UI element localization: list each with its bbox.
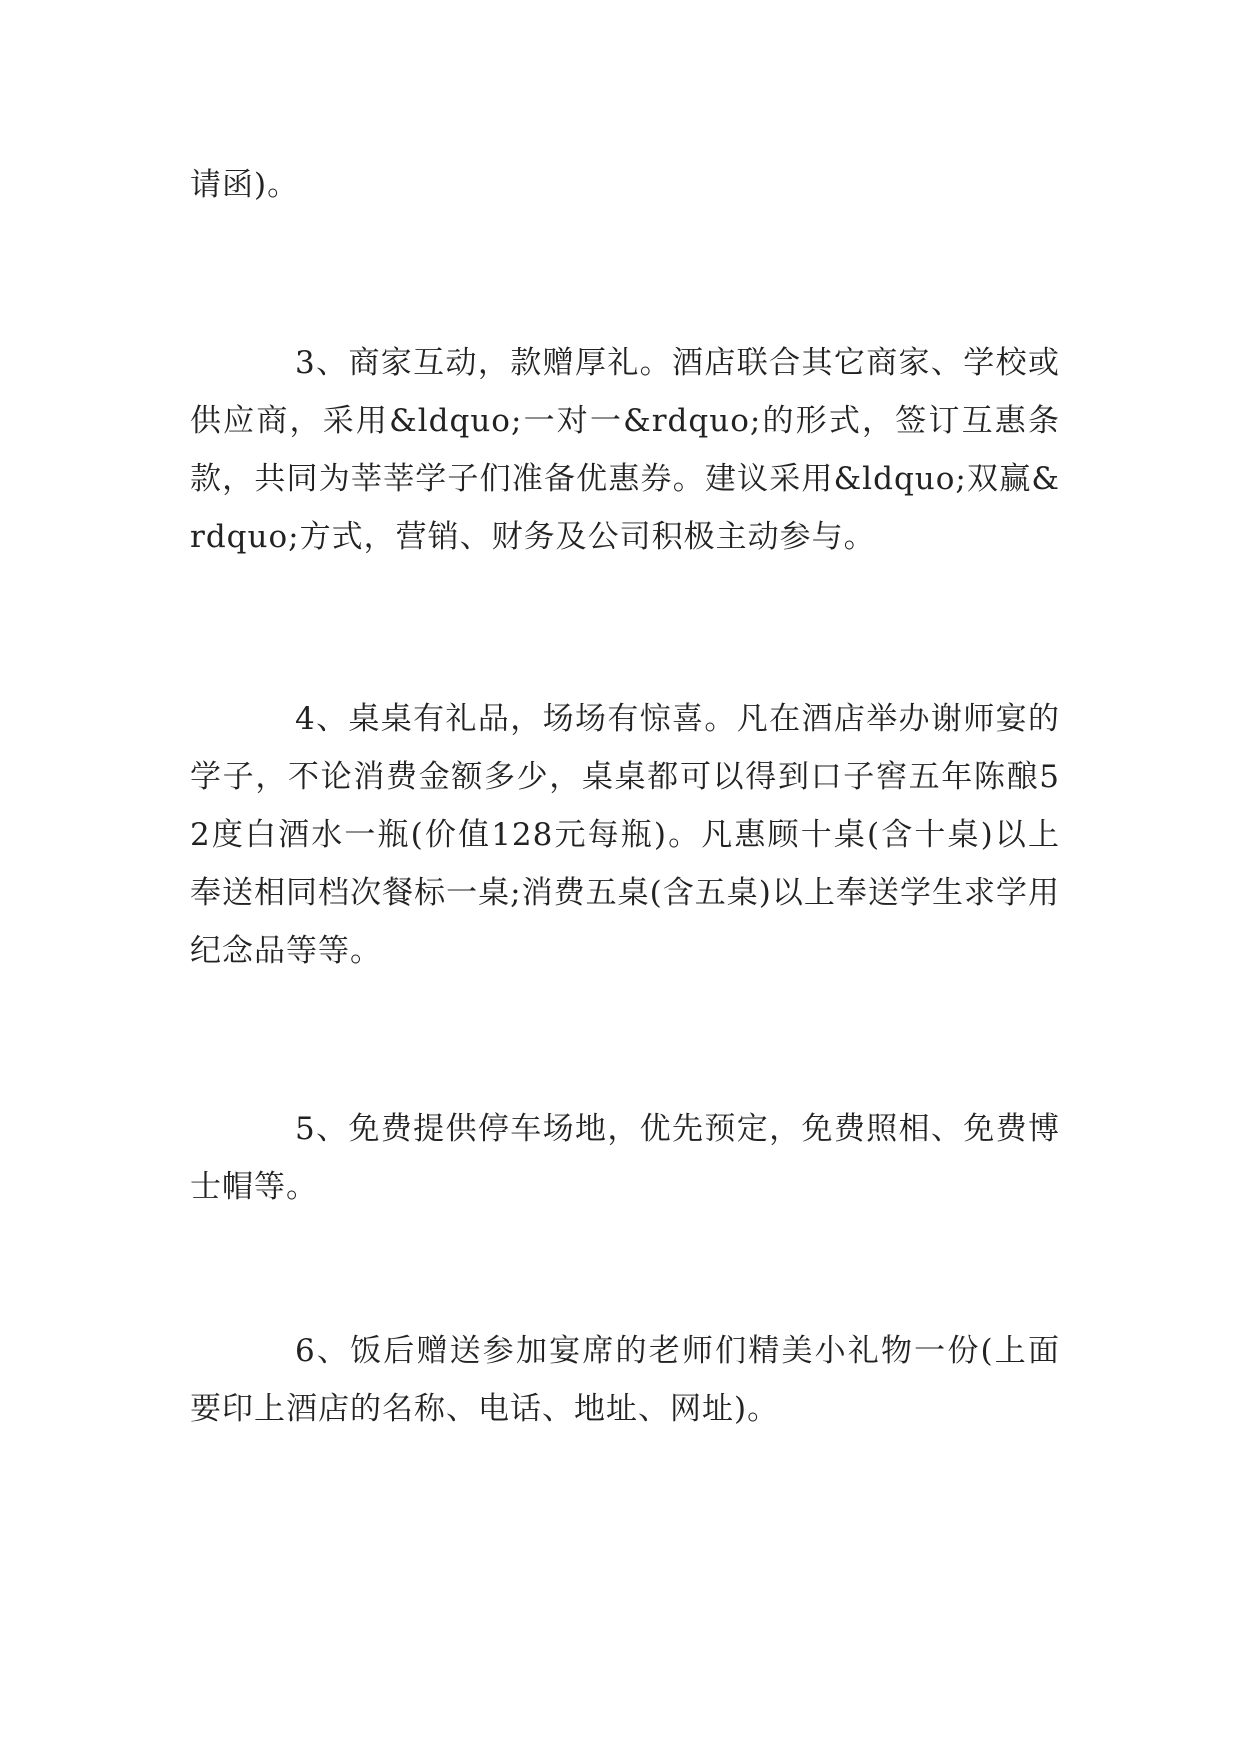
paragraph-item-6: 6、饭后赠送参加宴席的老师们精美小礼物一份(上面要印上酒店的名称、电话、地址、网址)。 — [190, 1333, 1060, 1427]
paragraph-item-3: 3、商家互动，款赠厚礼。酒店联合其它商家、学校或供应商，采用&ldquo;一对一&rdquo;的形式，签订互惠条款，共同为莘莘学子们准备优惠券。建议采用&ldquo;双赢&rdquo;方式，营销、财务及公司积极主动参与。 — [190, 345, 1060, 555]
paragraph-item-5: 5、免费提供停车场地，优先预定，免费照相、免费博士帽等。 — [190, 1111, 1060, 1205]
paragraph-item-4: 4、桌桌有礼品，场场有惊喜。凡在酒店举办谢师宴的学子，不论消费金额多少，桌桌都可以得到口子窖五年陈酿52度白酒水一瓶(价值128元每瓶)。凡惠顾十桌(含十桌)以上奉送相同档次餐标一桌;消费五桌(含五桌)以上奉送学生求学用纪念品等等。 — [190, 701, 1060, 969]
paragraph-continuation: 请函)。 — [190, 167, 300, 203]
